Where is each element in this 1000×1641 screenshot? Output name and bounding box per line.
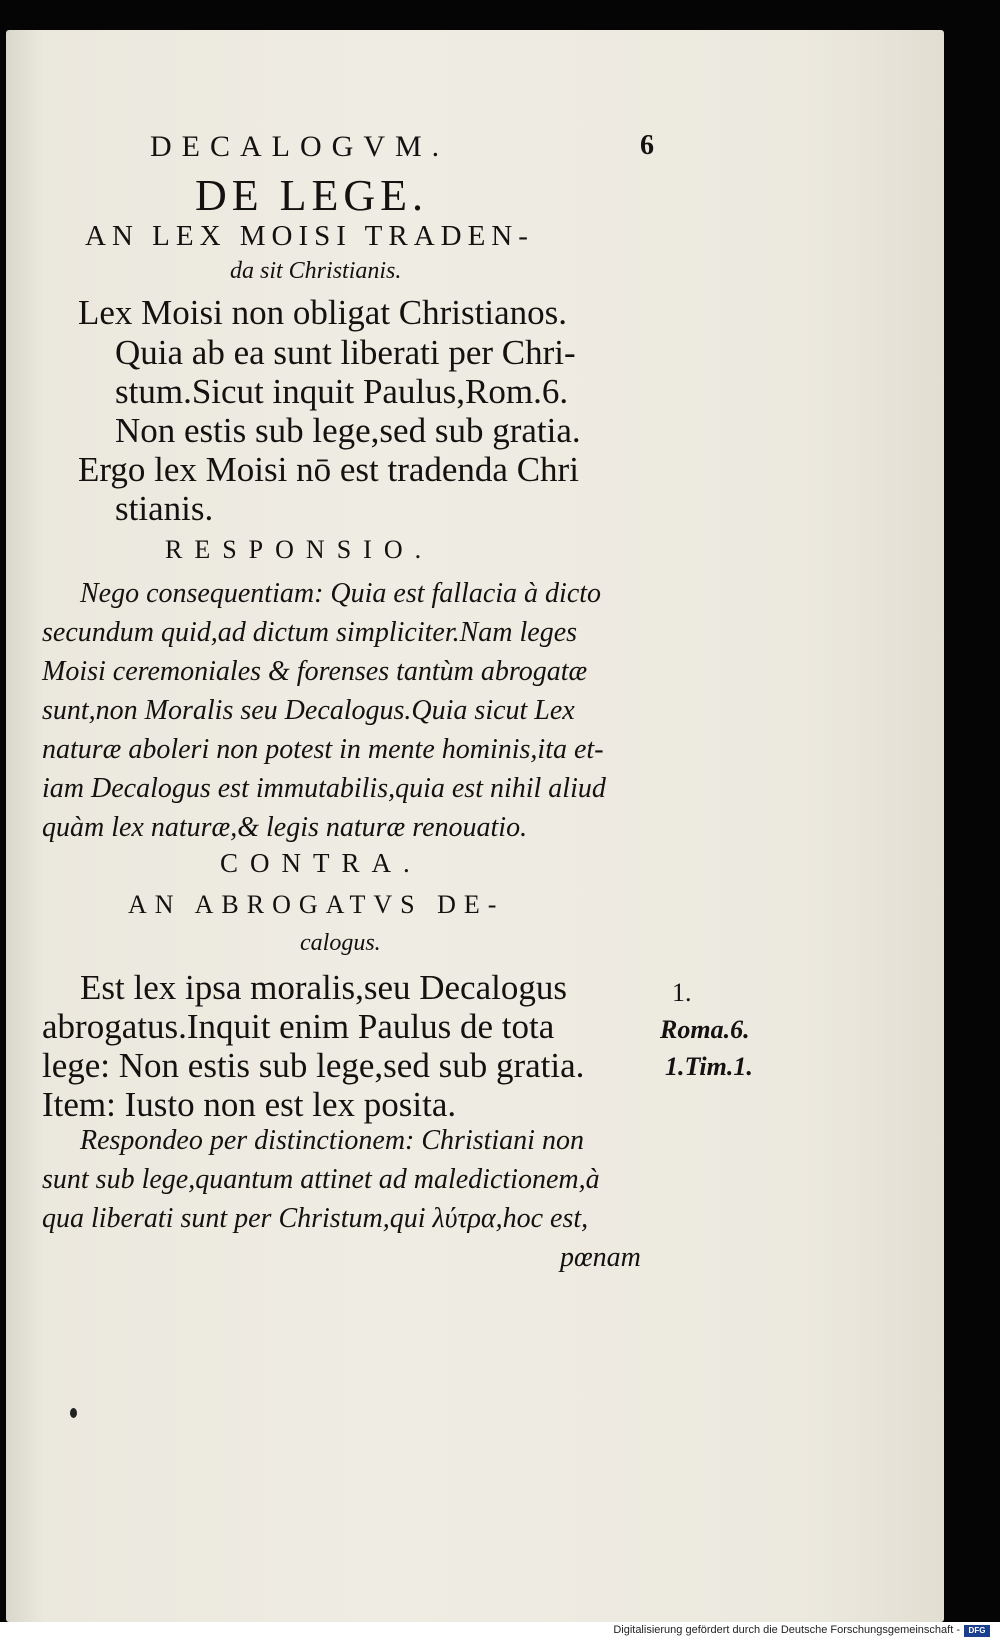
respondeo-line: sunt sub lege,quantum attinet ad maledictionem,à	[42, 1164, 600, 1195]
catchword: pœnam	[560, 1242, 641, 1273]
responsio-heading: RESPONSIO.	[165, 535, 434, 564]
responsio-line: quàm lex naturæ,& legis naturæ renouatio.	[42, 812, 528, 843]
respondeo-line: Respondeo per distinctionem: Christiani non	[80, 1125, 584, 1156]
contra-line: lege: Non estis sub lege,sed sub gratia.	[42, 1046, 585, 1085]
contra-heading: CONTRA.	[220, 848, 422, 878]
argument-line: Non estis sub lege,sed sub gratia.	[115, 411, 581, 450]
responsio-line: sunt,non Moralis seu Decalogus.Quia sicut Lex	[42, 695, 575, 726]
marginal-note: 1.Tim.1.	[665, 1052, 753, 1081]
footer-credit: Digitalisierung gefördert durch die Deutsche Forschungsgemeinschaft -	[613, 1624, 960, 1636]
footer-bar	[0, 1622, 1000, 1641]
responsio-line: secundum quid,ad dictum simpliciter.Nam leges	[42, 617, 578, 648]
responsio-line: iam Decalogus est immutabilis,quia est nihil aliud	[42, 773, 606, 804]
dfg-logo: DFG	[964, 1625, 990, 1637]
contra-line: Est lex ipsa moralis,seu Decalogus	[80, 968, 567, 1007]
question-line-1: AN LEX MOISI TRADEN-	[85, 220, 534, 252]
responsio-line: Moisi ceremoniales & forenses tantùm abrogatæ	[42, 656, 588, 687]
question-line-2: da sit Christianis.	[230, 258, 402, 284]
responsio-line: Nego consequentiam: Quia est fallacia à dicto	[80, 578, 602, 609]
ink-fleck	[70, 1408, 77, 1418]
contra-question-line-2: calogus.	[300, 930, 381, 956]
contra-question-line-1: AN ABROGATVS DE-	[128, 890, 505, 919]
contra-line: abrogatus.Inquit enim Paulus de tota	[42, 1007, 555, 1046]
marginal-note: Roma.6.	[660, 1015, 750, 1044]
argument-line: Ergo lex Moisi nō est tradenda Chri	[78, 450, 579, 489]
argument-line: stum.Sicut inquit Paulus,Rom.6.	[115, 372, 569, 411]
page-number: 6	[640, 130, 654, 161]
responsio-line: naturæ aboleri non potest in mente hominis,ita et-	[42, 734, 604, 765]
argument-line: stianis.	[115, 489, 214, 528]
respondeo-line: qua liberati sunt per Christum,qui λύτρα,hoc est,	[42, 1203, 589, 1234]
running-head: DECALOGVM.	[150, 130, 450, 163]
contra-line: Item: Iusto non est lex posita.	[42, 1085, 457, 1124]
argument-line: Lex Moisi non obligat Christianos.	[78, 293, 568, 332]
argument-line: Quia ab ea sunt liberati per Chri-	[115, 333, 576, 372]
marginal-note: 1.	[672, 978, 692, 1007]
section-title: DE LEGE.	[195, 171, 429, 220]
